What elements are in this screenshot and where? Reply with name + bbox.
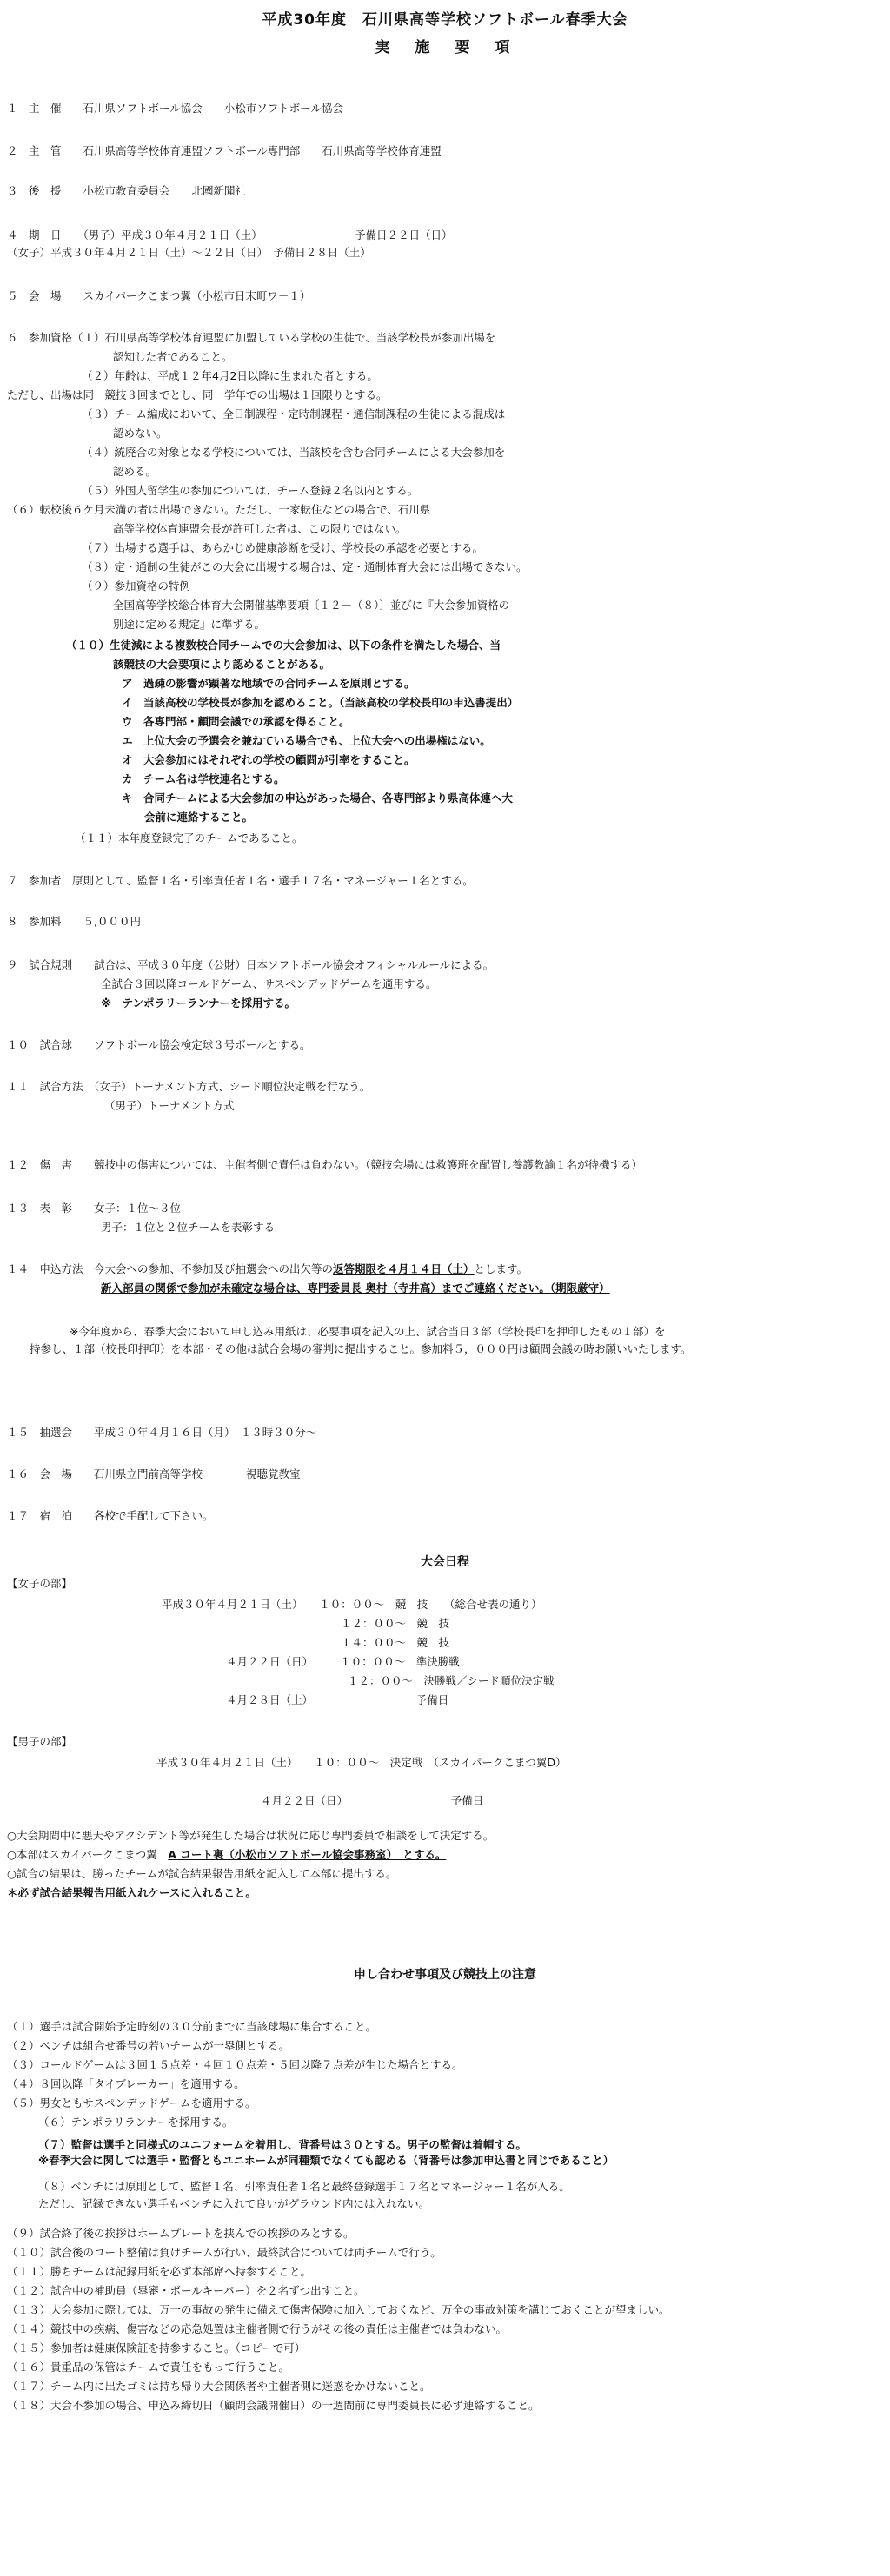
item-17-lodging: １７ 宿 泊 各校で手配して下さい。	[7, 1509, 214, 1522]
notes-title: 申し合わせ事項及び競技上の注意	[354, 1968, 536, 1982]
application-note: ※今年度から、春季大会において申し込み用紙は、必要事項を記入の上、試合当日３部（学校長印を押印したもの１部）を	[70, 1325, 666, 1338]
awards-line: 男子：１位と２位チームを表彰する	[101, 1221, 276, 1234]
eligibility-line: イ 当該高校の学校長が参加を認めること。（当該高校の学校長印の申込書提出）	[122, 696, 519, 709]
rule-item: （２）ベンチは組合せ番号の若いチームが一塁側とする。	[7, 2039, 290, 2052]
item-4-dates-women: （女子）平成３０年４月２１日（土）～２２日（日） 予備日２８日（土）	[7, 246, 371, 259]
schedule-note	[7, 1848, 446, 1862]
rule-item: （９）試合終了後の挨拶はホームプレートを挟んでの挨拶のみとする。	[7, 2227, 355, 2240]
rule-item: （１２）試合中の補助員（塁審・ボールキーパー）を２名ずつ出すこと。	[7, 2284, 365, 2297]
schedule-line: ４月２８日（土） 予備日	[226, 1693, 449, 1706]
schedule-line: １２：００～ 競 技	[341, 1617, 450, 1630]
application-contact: 新入部員の関係で参加が未確定な場合は、専門委員長 奥村（寺井高）までご連絡ください。（期限厳守）	[101, 1281, 610, 1295]
rule-item: （１６）貴重品の保管はチームで責任をもって行うこと。	[7, 2361, 290, 2374]
schedule-men-label: 【男子の部】	[7, 1735, 73, 1748]
hq-text: ○本部はスカイパークこまつ翼	[7, 1848, 169, 1861]
schedule-line: 平成３０年４月２１日（土） １０：００～ 決定戦 （スカイパークこまつ翼D）	[156, 1756, 567, 1769]
eligibility-line: 認める。	[113, 465, 157, 478]
eligibility-line: キ 合同チームによる大会参加の申込があった場合、各専門部より県高体連へ大	[122, 791, 513, 805]
schedule-line: １２：００～ 決勝戦／シード順位決定戦	[348, 1674, 555, 1687]
schedule-note: ○大会期間中に悪天やアクシデント等が発生した場合は状況に応じ専門委員で相談をして決定する。	[7, 1829, 495, 1842]
item-2-manager: ２ 主 管 石川県高等学校体育連盟ソフトボール専門部 石川県高等学校体育連盟	[7, 144, 442, 157]
item-9-rules: ９ 試合規則 試合は、平成３０年度（公財）日本ソフトボール協会オフィシャルルールによる。	[7, 958, 495, 971]
rule-item: （８）ベンチには原則として、監督１名、引率責任者１名と最終登録選手１７名とマネージャー１名が入る。	[38, 2180, 570, 2193]
rule-item: （１７）チーム内に出たゴミは持ち帰り大会関係者や主催者側に迷惑をかけないこと。	[7, 2380, 431, 2393]
eligibility-line: オ 大会参加にはそれぞれの学校の顧問が引率をすること。	[122, 753, 415, 766]
rule-item: （７）監督は選手と同様式のユニフォームを着用し、背番号は３０とする。男子の監督は着帽する。	[38, 2138, 527, 2151]
eligibility-line: 認知した者であること。	[113, 350, 233, 363]
document-subtitle: 実 施 要 項	[375, 39, 515, 56]
item-1-organizer: １ 主 催 石川県ソフトボール協会 小松市ソフトボール協会	[7, 102, 344, 115]
schedule-line: １４：００～ 競 技	[341, 1636, 450, 1649]
eligibility-line: （１０）生徒減による複数校合同チームでの大会参加は、以下の条件を満たした場合、当	[66, 639, 501, 652]
eligibility-line: エ 上位大会の予選会を兼ねている場合でも、上位大会への出場権はない。	[122, 734, 491, 747]
eligibility-line: （７）出場する選手は、あらかじめ健康診断を受け、学校長の承認を必要とする。	[82, 541, 484, 554]
schedule-note: ○試合の結果は、勝ったチームが試合結果報告用紙を記入して本部に提出する。	[7, 1867, 397, 1880]
eligibility-line: （２）年齢は、平成１２年4月2日以降に生まれた者とする。	[82, 369, 378, 382]
eligibility-line: 認めない。	[113, 427, 168, 440]
item-4-dates-men: ４ 期 日 （男子）平成３０年４月２１日（土） 予備日２２日（日）	[7, 228, 453, 242]
eligibility-line: 会前に連絡すること。	[144, 811, 254, 824]
item-6-eligibility: ６ 参加資格（１）石川県高等学校体育連盟に加盟している学校の生徒で、当該学校長が参加出場を	[7, 331, 496, 344]
eligibility-line: 該競技の大会要項により認めることがある。	[113, 658, 331, 671]
rule-item: （５）男女ともサスペンデッドゲームを適用する。	[7, 2096, 256, 2109]
eligibility-line: （９）参加資格の特例	[82, 579, 191, 593]
schedule-line: ４月２２日（日） １０：００～ 準決勝戦	[226, 1655, 460, 1668]
eligibility-line: （４）統廃合の対象となる学校については、当該校を含む合同チームによる大会参加を	[82, 446, 506, 459]
schedule-line: ４月２２日（日） 予備日	[261, 1794, 484, 1807]
rule-item: （１１）勝ちチームは記録用紙を必ず本部席へ持参すること。	[7, 2265, 312, 2278]
rule-item: （４）８回以降「タイブレーカー」を適用する。	[7, 2077, 245, 2090]
application-note: 持参し、１部（校長印押印）を本部・その他は試合会場の審判に提出すること。参加料５，０００円は顧問会議の時お願いいたします。	[30, 1342, 692, 1355]
item-5-venue: ５ 会 場 スカイパークこまつ翼（小松市日末町ワ－１）	[7, 289, 311, 302]
item-12-injury: １２ 傷 害 競技中の傷害については、主催者側で責任は負わない。（競技会場には救護班を配置し養護教諭１名が待機する）	[7, 1158, 643, 1171]
hq-location: A コート裏（小松市ソフトボール協会事務室） とする。	[168, 1848, 447, 1861]
item-3-support: ３ 後 援 小松市教育委員会 北國新聞社	[7, 184, 247, 197]
rule-item: （１４）競技中の疾病、傷害などの応急処置は主催者側で行うがその後の責任は主催者では負わない。	[7, 2322, 508, 2335]
eligibility-line: （１１）本年度登録完了のチームであること。	[75, 831, 303, 844]
application-text-end: とします。	[474, 1262, 528, 1275]
eligibility-line: （６）転校後６ケ月未満の者は出場できない。ただし、一家転住などの場合で、石川県	[7, 503, 431, 516]
rule-item: （３）コールドゲームは３回１５点差・４回１０点差・５回以降７点差が生じた場合とする。	[7, 2058, 463, 2071]
eligibility-line: 別途に定める規定』に準ずる。	[113, 618, 266, 631]
rule-item: （１８）大会不参加の場合、申込み締切日（顧問会議開催日）の一週間前に専門委員長に必ず連絡すること。	[7, 2399, 540, 2412]
rule-item: （１３）大会参加に際しては、万一の事故の発生に備えて傷害保険に加入しておくなど、万全の事故対策を講じておくことが望ましい。	[7, 2303, 670, 2316]
schedule-note: ＊必ず試合結果報告用紙入れケースに入れること。	[7, 1886, 256, 1899]
document-title: 平成30年度 石川県高等学校ソフトボール春季大会	[262, 11, 628, 29]
eligibility-line: 全国高等学校総合体育大会開催基準要項〔１２－（８）〕並びに『大会参加資格の	[113, 599, 510, 612]
rules-line: 全試合３回以降コールドゲーム、サスペンデッドゲームを適用する。	[101, 977, 437, 990]
item-15-draw: １５ 抽選会 平成３０年４月１６日（月） １３時３０分～	[7, 1426, 317, 1439]
item-14-application	[7, 1262, 528, 1276]
eligibility-line: ただし、出場は同一競技３回までとし、同一学年での出場は１回限りとする。	[7, 388, 388, 401]
rule-item: （１０）試合後のコート整備は負けチームが行い、最終試合については両チームで行う。	[7, 2246, 442, 2259]
eligibility-line: ア 過疎の影響が顕著な地域での合同チームを原則とする。	[122, 677, 415, 690]
item-7-participants: ７ 参加者 原則として、監督１名・引率責任者１名・選手１７名・マネージャー１名とする。	[7, 874, 474, 887]
schedule-women-label: 【女子の部】	[7, 1577, 73, 1590]
format-line: （男子）トーナメント方式	[104, 1099, 235, 1112]
application-deadline: 返答期限を４月１４日（土）	[333, 1262, 475, 1275]
eligibility-line: ウ 各専門部・顧問会議での承認を得ること。	[122, 715, 350, 728]
schedule-title: 大会日程	[421, 1555, 469, 1569]
eligibility-line: カ チーム名は学校連名とする。	[122, 772, 285, 785]
schedule-line: 平成３０年４月２１日（土） １０：００～ 競 技 （総合せ表の通り）	[162, 1598, 542, 1611]
rule-item: ※春季大会に関しては選手・監督ともユニホームが同種類でなくても認める（背番号は参加申込書と同じであること）	[38, 2154, 614, 2167]
eligibility-line: （３）チーム編成において、全日制課程・定時制課程・通信制課程の生徒による混成は	[82, 407, 506, 421]
application-text: １４ 申込方法 今大会への参加、不参加及び抽選会への出欠等の	[7, 1262, 334, 1275]
rule-item: （１）選手は試合開始予定時刻の３０分前までに当該球場に集合すること。	[7, 2020, 377, 2033]
item-16-venue: １６ 会 場 石川県立門前高等学校 視聴覚教室	[7, 1467, 301, 1480]
eligibility-line: （５）外国人留学生の参加については、チーム登録２名以内とする。	[82, 484, 419, 497]
item-10-ball: １０ 試合球 ソフトボール協会検定球３号ボールとする。	[7, 1038, 311, 1051]
eligibility-line: （８）定・通制の生徒がこの大会に出場する場合は、定・通制体育大会には出場できない。	[82, 560, 528, 573]
item-11-format: １１ 試合方法 （女子）トーナメント方式、シード順位決定戦を行なう。	[7, 1080, 371, 1093]
item-13-awards: １３ 表 彰 女子：１位～３位	[7, 1202, 182, 1215]
eligibility-line: 高等学校体育連盟会長が許可した者は、この限りではない。	[113, 522, 407, 535]
rule-item: ただし、記録できない選手もベンチに入れて良いがグラウンド内には入れない。	[38, 2197, 430, 2210]
rule-item: （１５）参加者は健康保険証を持参すること。（コピーで可）	[7, 2341, 306, 2354]
rules-line: ※ テンポラリーランナーを採用する。	[101, 997, 296, 1010]
item-8-fee: ８ 参加料 ５,０００円	[7, 915, 141, 928]
rule-item: （６）テンポラリランナーを採用する。	[38, 2116, 234, 2129]
